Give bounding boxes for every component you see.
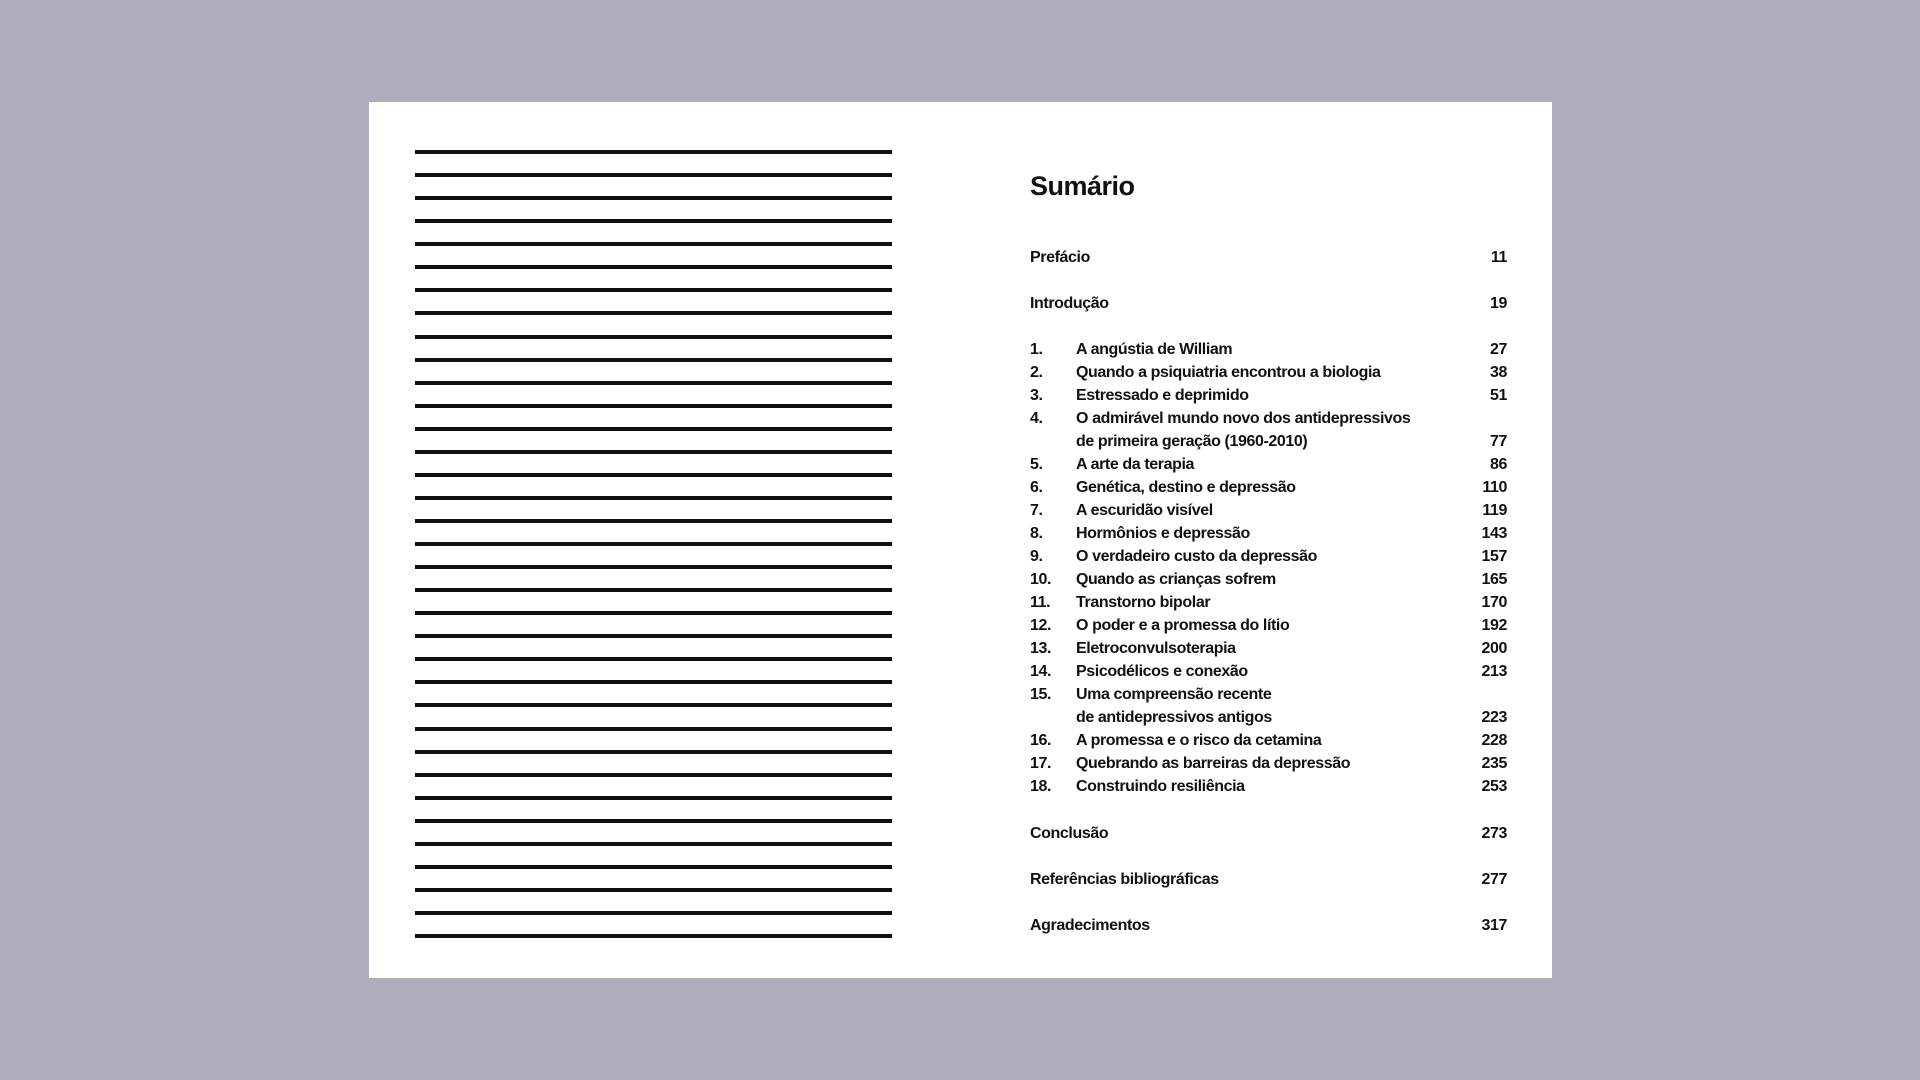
entry-page-number: 223 <box>1481 709 1507 726</box>
entry-page-number: 253 <box>1481 778 1507 795</box>
chapter-title: Transtorno bipolar <box>1076 594 1211 611</box>
stripe-line <box>415 934 892 938</box>
chapter-title: Psicodélicos e conexão <box>1076 663 1248 680</box>
chapter-title: Estressado e deprimido <box>1076 387 1249 404</box>
chapter-number: 11. <box>1030 594 1051 611</box>
chapter-title: Eletroconvulsoterapia <box>1076 640 1236 657</box>
toc-entry-chapter[interactable] <box>1030 660 1507 683</box>
stripe-line <box>415 450 892 454</box>
entry-page-number: 38 <box>1490 364 1507 381</box>
toc-entry-chapter[interactable] <box>1030 637 1507 660</box>
entry-page-number: 110 <box>1482 479 1507 496</box>
entry-page-number: 200 <box>1481 640 1507 657</box>
chapter-number: 12. <box>1030 617 1052 634</box>
toc-entry-back[interactable] <box>1030 914 1507 937</box>
stripe-line <box>415 611 892 615</box>
chapter-number: 9. <box>1030 548 1043 565</box>
stripe-line <box>415 265 892 269</box>
entry-page-number: 213 <box>1481 663 1507 680</box>
entry-page-number: 77 <box>1490 433 1507 450</box>
entry-page-number: 51 <box>1490 387 1507 404</box>
chapter-title: O admirável mundo novo dos antidepressivos <box>1076 410 1411 427</box>
toc-title: Sumário <box>1030 171 1135 201</box>
stripe-line <box>415 842 892 846</box>
stripe-line <box>415 404 892 408</box>
chapter-number: 10. <box>1030 571 1052 588</box>
chapter-number: 4. <box>1030 410 1043 427</box>
toc-entry-chapter[interactable] <box>1030 476 1507 499</box>
toc-entry-chapter[interactable] <box>1030 752 1507 775</box>
chapter-title: A promessa e o risco da cetamina <box>1076 732 1322 749</box>
book-spread <box>369 102 1552 978</box>
chapter-number: 6. <box>1030 479 1043 496</box>
chapter-number: 17. <box>1030 755 1052 772</box>
stripe-line <box>415 288 892 292</box>
stripe-line <box>415 796 892 800</box>
chapter-number: 14. <box>1030 663 1052 680</box>
chapter-number: 13. <box>1030 640 1052 657</box>
stripe-line <box>415 750 892 754</box>
entry-label: Conclusão <box>1030 825 1109 842</box>
stripe-line <box>415 888 892 892</box>
stripe-line <box>415 358 892 362</box>
entry-page-number: 273 <box>1481 825 1507 842</box>
stripe-line <box>415 335 892 339</box>
entry-page-number: 235 <box>1481 755 1507 772</box>
toc-entry-chapter[interactable] <box>1030 361 1507 384</box>
chapter-title: Quebrando as barreiras da depressão <box>1076 755 1351 772</box>
chapter-number: 2. <box>1030 364 1043 381</box>
toc-entry-chapter[interactable] <box>1030 522 1507 545</box>
entry-page-number: 165 <box>1481 571 1507 588</box>
toc-entry-chapter[interactable] <box>1030 499 1507 522</box>
stripe-line <box>415 196 892 200</box>
entry-page-number: 19 <box>1490 295 1507 312</box>
entry-page-number: 27 <box>1490 341 1507 358</box>
chapter-number: 18. <box>1030 778 1052 795</box>
toc-entry-chapter[interactable] <box>1030 453 1507 476</box>
stripe-line <box>415 219 892 223</box>
chapter-title: Genética, destino e depressão <box>1076 479 1296 496</box>
toc-entry-chapter[interactable] <box>1030 384 1507 407</box>
chapter-title: A escuridão visível <box>1076 502 1213 519</box>
entry-page-number: 86 <box>1490 456 1507 473</box>
entry-page-number: 192 <box>1481 617 1507 634</box>
stripe-line <box>415 496 892 500</box>
stripe-line <box>415 911 892 915</box>
chapter-number: 5. <box>1030 456 1043 473</box>
stripe-line <box>415 634 892 638</box>
entry-page-number: 228 <box>1481 732 1507 749</box>
stripe-line <box>415 311 892 315</box>
stripe-line <box>415 427 892 431</box>
chapter-title: Quando as crianças sofrem <box>1076 571 1276 588</box>
entry-page-number: 277 <box>1481 871 1507 888</box>
toc-entry-chapter[interactable] <box>1030 614 1507 637</box>
chapter-number: 15. <box>1030 686 1052 703</box>
entry-label: Prefácio <box>1030 249 1090 266</box>
chapter-title: Quando a psiquiatria encontrou a biologia <box>1076 364 1381 381</box>
stripe-line <box>415 242 892 246</box>
stripe-line <box>415 680 892 684</box>
stripe-line <box>415 819 892 823</box>
entry-page-number: 157 <box>1481 548 1507 565</box>
toc-entry-chapter[interactable] <box>1030 407 1507 430</box>
stripe-line <box>415 542 892 546</box>
stripe-line <box>415 473 892 477</box>
chapter-title: de primeira geração (1960-2010) <box>1076 433 1308 450</box>
toc-entry-front[interactable] <box>1030 292 1507 315</box>
stripe-line <box>415 381 892 385</box>
chapter-title: A angústia de William <box>1076 341 1233 358</box>
toc-entry-chapter-continued[interactable] <box>1030 430 1507 453</box>
toc-entry-chapter-continued[interactable] <box>1030 706 1507 729</box>
entry-page-number: 11 <box>1490 249 1507 266</box>
chapter-number: 1. <box>1030 341 1043 358</box>
chapter-title: O verdadeiro custo da depressão <box>1076 548 1318 565</box>
stripe-line <box>415 865 892 869</box>
chapter-number: 16. <box>1030 732 1052 749</box>
toc-entry-chapter[interactable] <box>1030 338 1507 361</box>
toc-entry-chapter[interactable] <box>1030 591 1507 614</box>
chapter-title: A arte da terapia <box>1076 456 1194 473</box>
stripe-line <box>415 150 892 154</box>
stripe-pattern <box>415 150 892 942</box>
entry-page-number: 119 <box>1482 502 1507 519</box>
toc-entry-chapter[interactable] <box>1030 545 1507 568</box>
toc-entry-back[interactable] <box>1030 822 1507 845</box>
stripe-line <box>415 703 892 707</box>
entry-page-number: 143 <box>1481 525 1507 542</box>
chapter-title: O poder e a promessa do lítio <box>1076 617 1290 634</box>
chapter-title: Uma compreensão recente <box>1076 686 1272 703</box>
entry-label: Agradecimentos <box>1030 917 1150 934</box>
stripe-line <box>415 173 892 177</box>
toc-entry-chapter[interactable] <box>1030 729 1507 752</box>
toc-entry-chapter[interactable] <box>1030 568 1507 591</box>
chapter-number: 3. <box>1030 387 1043 404</box>
chapter-number: 7. <box>1030 502 1043 519</box>
chapter-number: 8. <box>1030 525 1043 542</box>
stripe-line <box>415 565 892 569</box>
toc-entry-chapter[interactable] <box>1030 775 1507 798</box>
chapter-title: Construindo resiliência <box>1076 778 1245 795</box>
entry-label: Referências bibliográficas <box>1030 871 1219 888</box>
toc-entry-chapter[interactable] <box>1030 683 1507 706</box>
entry-label: Introdução <box>1030 295 1109 312</box>
stripe-line <box>415 588 892 592</box>
table-of-contents <box>1030 102 1507 978</box>
chapter-title: Hormônios e depressão <box>1076 525 1250 542</box>
toc-entry-front[interactable] <box>1030 246 1507 269</box>
entry-page-number: 170 <box>1481 594 1507 611</box>
toc-entry-back[interactable] <box>1030 868 1507 891</box>
stripe-line <box>415 519 892 523</box>
stripe-line <box>415 773 892 777</box>
entry-page-number: 317 <box>1481 917 1507 934</box>
stripe-line <box>415 657 892 661</box>
chapter-title: de antidepressivos antigos <box>1076 709 1272 726</box>
stripe-line <box>415 727 892 731</box>
